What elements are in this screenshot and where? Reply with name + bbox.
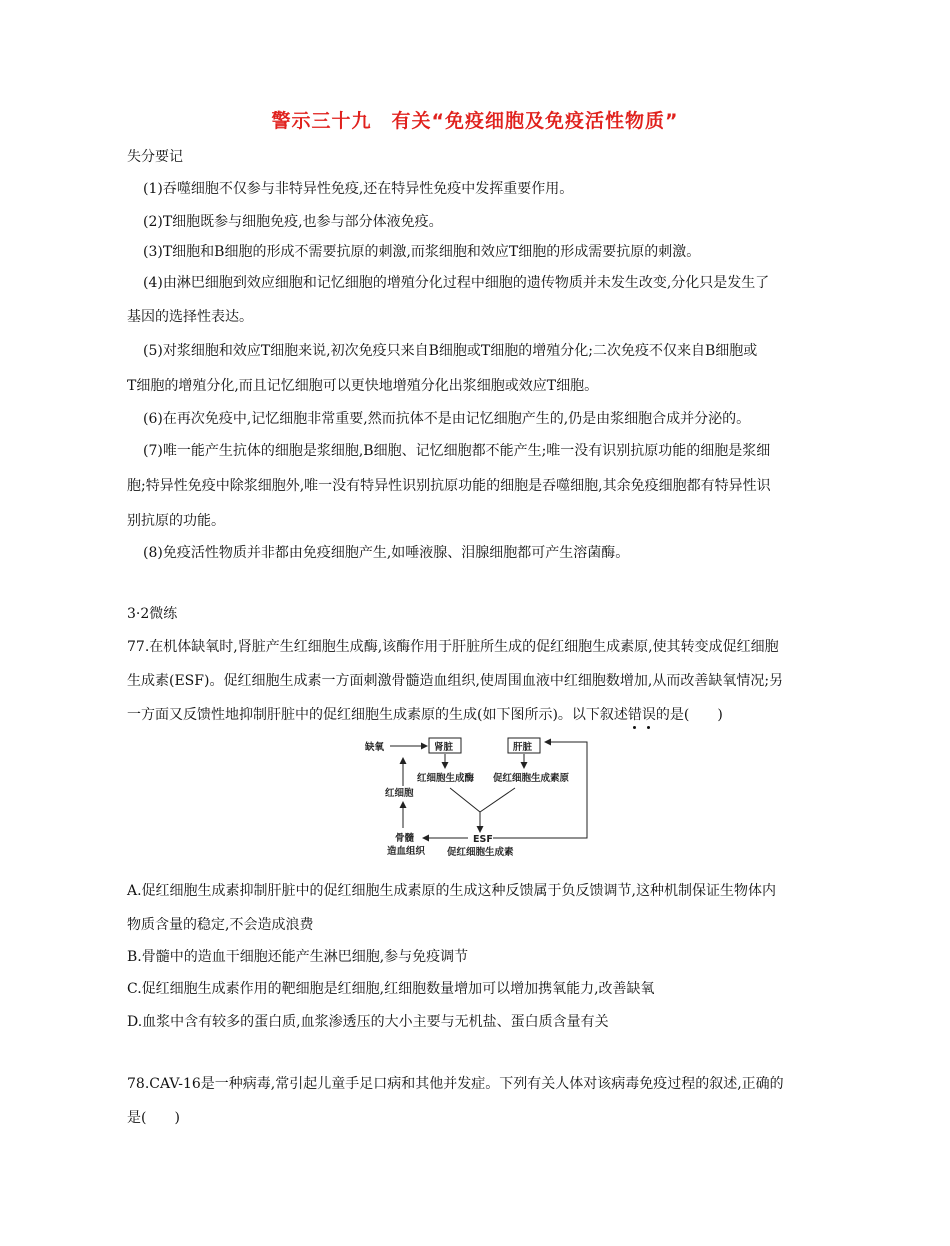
- section-heading: 失分要记: [127, 149, 183, 165]
- merge-line-left: [450, 788, 480, 812]
- practice-heading: 3·2微练: [127, 606, 178, 622]
- emphasis-char-1: 错: [628, 704, 642, 724]
- esf-label: ESF: [473, 834, 493, 845]
- point-4-cont: 基因的选择性表达。: [127, 309, 253, 325]
- feedback-arrow: [493, 742, 587, 838]
- emphasis-char-2: 误: [642, 704, 656, 724]
- q78-line-1: 78.CAV-16是一种病毒,常引起儿童手足口病和其他并发症。下列有关人体对该病毒免疫过程的叙述,正确的: [127, 1076, 784, 1092]
- point-4: (4)由淋巴细胞到效应细胞和记忆细胞的增殖分化过程中细胞的遗传物质并未发生改变,分化只是发生了: [143, 275, 770, 291]
- point-1: (1)吞噬细胞不仅参与非特异性免疫,还在特异性免疫中发挥重要作用。: [143, 181, 574, 197]
- point-8: (8)免疫活性物质并非都由免疫细胞产生,如唾液腺、泪腺细胞都可产生溶菌酶。: [143, 545, 630, 561]
- point-6: (6)在再次免疫中,记忆细胞非常重要,然而抗体不是由记忆细胞产生的,仍是由浆细胞合成并分泌的。: [143, 411, 751, 427]
- point-7-cont1: 胞;特异性免疫中除浆细胞外,唯一没有特异性识别抗原功能的细胞是吞噬细胞,其余免疫细胞都有特异性识: [127, 478, 771, 494]
- q77-option-a: A.促红细胞生成素抑制肝脏中的促红细胞生成素原的生成这种反馈属于负反馈调节,这种机制保证生物体内: [127, 883, 777, 899]
- marrow-label-1: 骨髓: [395, 833, 415, 844]
- q77-option-d: D.血浆中含有较多的蛋白质,血浆渗透压的大小主要与无机盐、蛋白质含量有关: [127, 1014, 609, 1030]
- point-7-cont2: 别抗原的功能。: [127, 513, 225, 529]
- liver-label: 肝脏: [513, 742, 533, 753]
- page-title: 警示三十九 有关“免疫细胞及免疫活性物质”: [271, 110, 679, 132]
- point-3: (3)T细胞和B细胞的形成不需要抗原的刺激,而浆细胞和效应T细胞的形成需要抗原的刺激。: [143, 244, 701, 260]
- q77-option-c: C.促红细胞生成素作用的靶细胞是红细胞,红细胞数量增加可以增加携氧能力,改善缺氧: [127, 981, 655, 997]
- q77-line-3: [127, 704, 723, 724]
- point-5: (5)对浆细胞和效应T细胞来说,初次免疫只来自B细胞或T细胞的增殖分化;二次免疫不仅来自B细胞或: [143, 343, 758, 359]
- hypoxia-label: 缺氧: [365, 742, 385, 753]
- rbc-label: 红细胞: [385, 788, 414, 799]
- diagram-svg: [355, 730, 605, 862]
- point-7: (7)唯一能产生抗体的细胞是浆细胞,B细胞、记忆细胞都不能产生;唯一没有识别抗原功能的细胞是浆细: [143, 443, 771, 459]
- q78-line-2: 是( ): [127, 1110, 180, 1126]
- point-5-cont: T细胞的增殖分化,而且记忆细胞可以更快地增殖分化出浆细胞或效应T细胞。: [127, 378, 599, 394]
- esf-feedback-diagram: [355, 730, 605, 862]
- marrow-label-2: 造血组织: [387, 846, 426, 857]
- q77-line-1: 77.在机体缺氧时,肾脏产生红细胞生成酶,该酶作用于肝脏所生成的促红细胞生成素原,使其转变成促红细胞: [127, 639, 779, 655]
- enzyme-label: 红细胞生成酶: [417, 773, 475, 784]
- q77-option-a-cont: 物质含量的稳定,不会造成浪费: [127, 917, 314, 933]
- esf-name-label: 促红细胞生成素: [447, 847, 514, 858]
- q77-line-2: 生成素(ESF)。促红细胞生成素一方面刺激骨髓造血组织,使周围血液中红细胞数增加,从而改善缺氧情况;另: [127, 673, 784, 689]
- proesf-label: 促红细胞生成素原: [493, 773, 570, 784]
- merge-line-right: [480, 788, 515, 812]
- point-2: (2)T细胞既参与细胞免疫,也参与部分体液免疫。: [143, 214, 443, 230]
- q77-option-b: B.骨髓中的造血干细胞还能产生淋巴细胞,参与免疫调节: [127, 949, 469, 965]
- kidney-label: 肾脏: [434, 742, 454, 753]
- q77-line-3-end: 的是( ): [655, 707, 723, 723]
- q77-line-3-text: 一方面又反馈性地抑制肝脏中的促红细胞生成素原的生成(如下图所示)。以下叙述: [127, 707, 628, 723]
